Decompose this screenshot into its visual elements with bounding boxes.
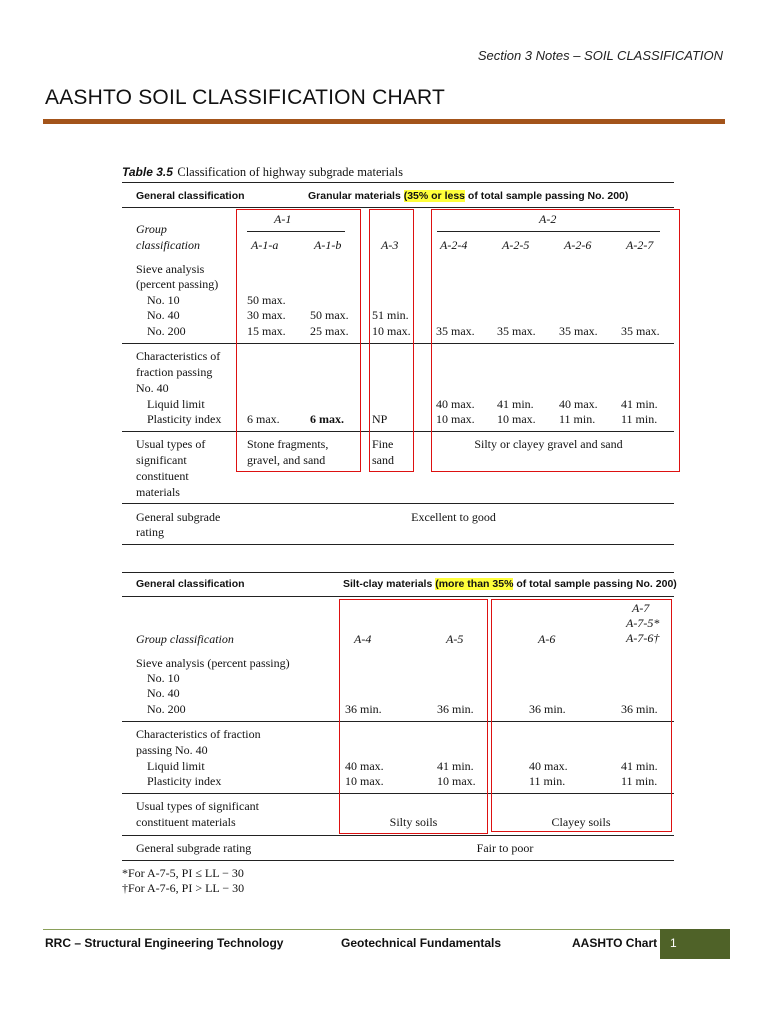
char-label-1: Characteristics of [136, 349, 221, 363]
title-underline [43, 119, 725, 124]
group-classification-label: Group classification [136, 632, 234, 646]
group-a1b: A-1-b [314, 238, 342, 252]
page-number: 1 [660, 929, 730, 959]
footer-left: RRC – Structural Engineering Technology [45, 936, 284, 950]
liquid-limit-label: Liquid limit [147, 397, 205, 411]
a3-no200: 10 max. [372, 324, 411, 338]
a4-ll: 40 max. [345, 759, 384, 773]
document-title: AASHTO SOIL CLASSIFICATION CHART [45, 86, 446, 109]
a7-ll: 41 min. [621, 759, 658, 773]
bottom-char-label-2: passing No. 40 [136, 743, 208, 757]
no200-label: No. 200 [147, 324, 186, 338]
top-table-rule [122, 182, 674, 183]
granular-highlight: (35% or less [403, 190, 466, 202]
top-rating-label-1: General subgrade [136, 510, 221, 524]
bottom-no200-label: No. 200 [147, 702, 186, 716]
a3-material-1: Fine [372, 437, 394, 451]
a26-pi: 11 min. [559, 412, 596, 426]
char-label-3: No. 40 [136, 381, 169, 395]
bottom-usual-label-2: constituent materials [136, 815, 236, 829]
bottom-sieve-label: Sieve analysis (percent passing) [136, 656, 290, 670]
a1-material-2: gravel, and sand [247, 453, 326, 467]
silty-highlight-box [339, 599, 488, 834]
a6-ll: 40 max. [529, 759, 568, 773]
group-a25: A-2-5 [502, 238, 530, 252]
usual-label-4: materials [136, 485, 180, 499]
no10-label: No. 10 [147, 293, 180, 307]
a5-no200: 36 min. [437, 702, 474, 716]
table-number: Table 3.5 [122, 165, 173, 179]
footer-rule [43, 929, 663, 930]
a7-pi: 11 min. [621, 774, 658, 788]
a26-no200: 35 max. [559, 324, 598, 338]
a2-highlight-box [431, 209, 680, 472]
group-a3: A-3 [381, 238, 399, 252]
group-a6: A-6 [538, 632, 556, 646]
silt-suffix: of total sample passing No. 200) [513, 578, 677, 590]
a25-ll: 41 min. [497, 397, 534, 411]
group-a26: A-2-6 [564, 238, 592, 252]
silt-prefix: Silt-clay materials [343, 578, 436, 590]
a27-no200: 35 max. [621, 324, 660, 338]
bottom-plasticity-index-label: Plasticity index [147, 774, 222, 788]
a25-no200: 35 max. [497, 324, 536, 338]
a2-material: Silty or clayey gravel and sand [474, 437, 623, 451]
top-general-classification: General classification [136, 190, 245, 202]
group-label-1: Group [136, 222, 167, 236]
a7-no200: 36 min. [621, 702, 658, 716]
a4-no200: 36 min. [345, 702, 382, 716]
footnote-a75: *For A-7-5, PI ≤ LL − 30 [122, 866, 244, 880]
table-caption [122, 163, 403, 181]
a5-ll: 41 min. [437, 759, 474, 773]
a1b-pi: 6 max. [310, 412, 344, 426]
top-rating-label-2: rating [136, 525, 164, 539]
a1a-no200: 15 max. [247, 324, 286, 338]
top-table-bottom-rule [122, 544, 674, 545]
group-a2: A-2 [539, 212, 557, 226]
a1-highlight-box [236, 209, 361, 472]
silt-clay-heading [343, 578, 677, 590]
percent-passing-label: (percent passing) [136, 277, 219, 291]
group-a24: A-2-4 [440, 238, 468, 252]
granular-materials-heading [308, 190, 628, 202]
bottom-rating-value: Fair to poor [476, 841, 534, 855]
a25-pi: 10 max. [497, 412, 536, 426]
group-a4: A-4 [354, 632, 372, 646]
group-a76: A-7-6† [626, 631, 660, 645]
a3-no40: 51 min. [372, 308, 409, 322]
group-a1a: A-1-a [251, 238, 279, 252]
no40-label: No. 40 [147, 308, 180, 322]
footer-right: AASHTO Chart [572, 936, 658, 950]
group-label-2: classification [136, 238, 200, 252]
a3-material-2: sand [372, 453, 394, 467]
bottom-table-bottom-rule [122, 860, 674, 861]
granular-suffix: of total sample passing No. 200) [465, 190, 629, 202]
bottom-header-rule [122, 596, 674, 597]
bottom-usual-label-1: Usual types of significant [136, 799, 259, 813]
a1a-pi: 6 max. [247, 412, 280, 426]
silty-soils: Silty soils [389, 815, 438, 829]
a24-no200: 35 max. [436, 324, 475, 338]
bottom-char-label-1: Characteristics of fraction [136, 727, 261, 741]
bottom-liquid-limit-label: Liquid limit [147, 759, 205, 773]
a1-material-1: Stone fragments, [247, 437, 329, 451]
group-a1: A-1 [274, 212, 292, 226]
group-a75: A-7-5* [626, 616, 660, 630]
a1b-no200: 25 max. [310, 324, 349, 338]
a1b-no40: 50 max. [310, 308, 349, 322]
group-a5: A-5 [446, 632, 464, 646]
usual-label-1: Usual types of [136, 437, 206, 451]
a27-pi: 11 min. [621, 412, 658, 426]
clayey-soils: Clayey soils [551, 815, 611, 829]
a3-pi: NP [372, 412, 388, 426]
a1a-no40: 30 max. [247, 308, 286, 322]
usual-label-2: significant [136, 453, 187, 467]
granular-prefix: Granular materials [308, 190, 404, 202]
a6-no200: 36 min. [529, 702, 566, 716]
a5-pi: 10 max. [437, 774, 476, 788]
silt-highlight: (more than 35% [435, 578, 514, 590]
a26-ll: 40 max. [559, 397, 598, 411]
usual-label-3: constituent [136, 469, 189, 483]
char-label-2: fraction passing [136, 365, 213, 379]
group-a27: A-2-7 [626, 238, 654, 252]
bottom-no40-label: No. 40 [147, 686, 180, 700]
table-caption-text: Classification of highway subgrade materials [177, 165, 404, 179]
bottom-general-classification: General classification [136, 578, 245, 590]
top-rating-value: Excellent to good [411, 510, 496, 524]
section-note: Section 3 Notes – SOIL CLASSIFICATION [477, 48, 723, 63]
a6-pi: 11 min. [529, 774, 566, 788]
footer-center: Geotechnical Fundamentals [341, 936, 502, 950]
group-a7: A-7 [632, 601, 650, 615]
bottom-rule-usual [122, 835, 674, 836]
bottom-no10-label: No. 10 [147, 671, 180, 685]
a3-highlight-box [369, 209, 414, 472]
top-header-rule [122, 207, 674, 208]
a1a-no10: 50 max. [247, 293, 286, 307]
plasticity-index-label: Plasticity index [147, 412, 222, 426]
bottom-rating-label: General subgrade rating [136, 841, 252, 855]
top-rule-usual [122, 503, 674, 504]
sieve-analysis-label: Sieve analysis [136, 262, 205, 276]
bottom-table-rule [122, 572, 674, 573]
clayey-highlight-box [491, 599, 672, 832]
a24-pi: 10 max. [436, 412, 475, 426]
footnote-a76: †For A-7-6, PI > LL − 30 [122, 881, 245, 895]
a27-ll: 41 min. [621, 397, 658, 411]
a24-ll: 40 max. [436, 397, 475, 411]
a4-pi: 10 max. [345, 774, 384, 788]
